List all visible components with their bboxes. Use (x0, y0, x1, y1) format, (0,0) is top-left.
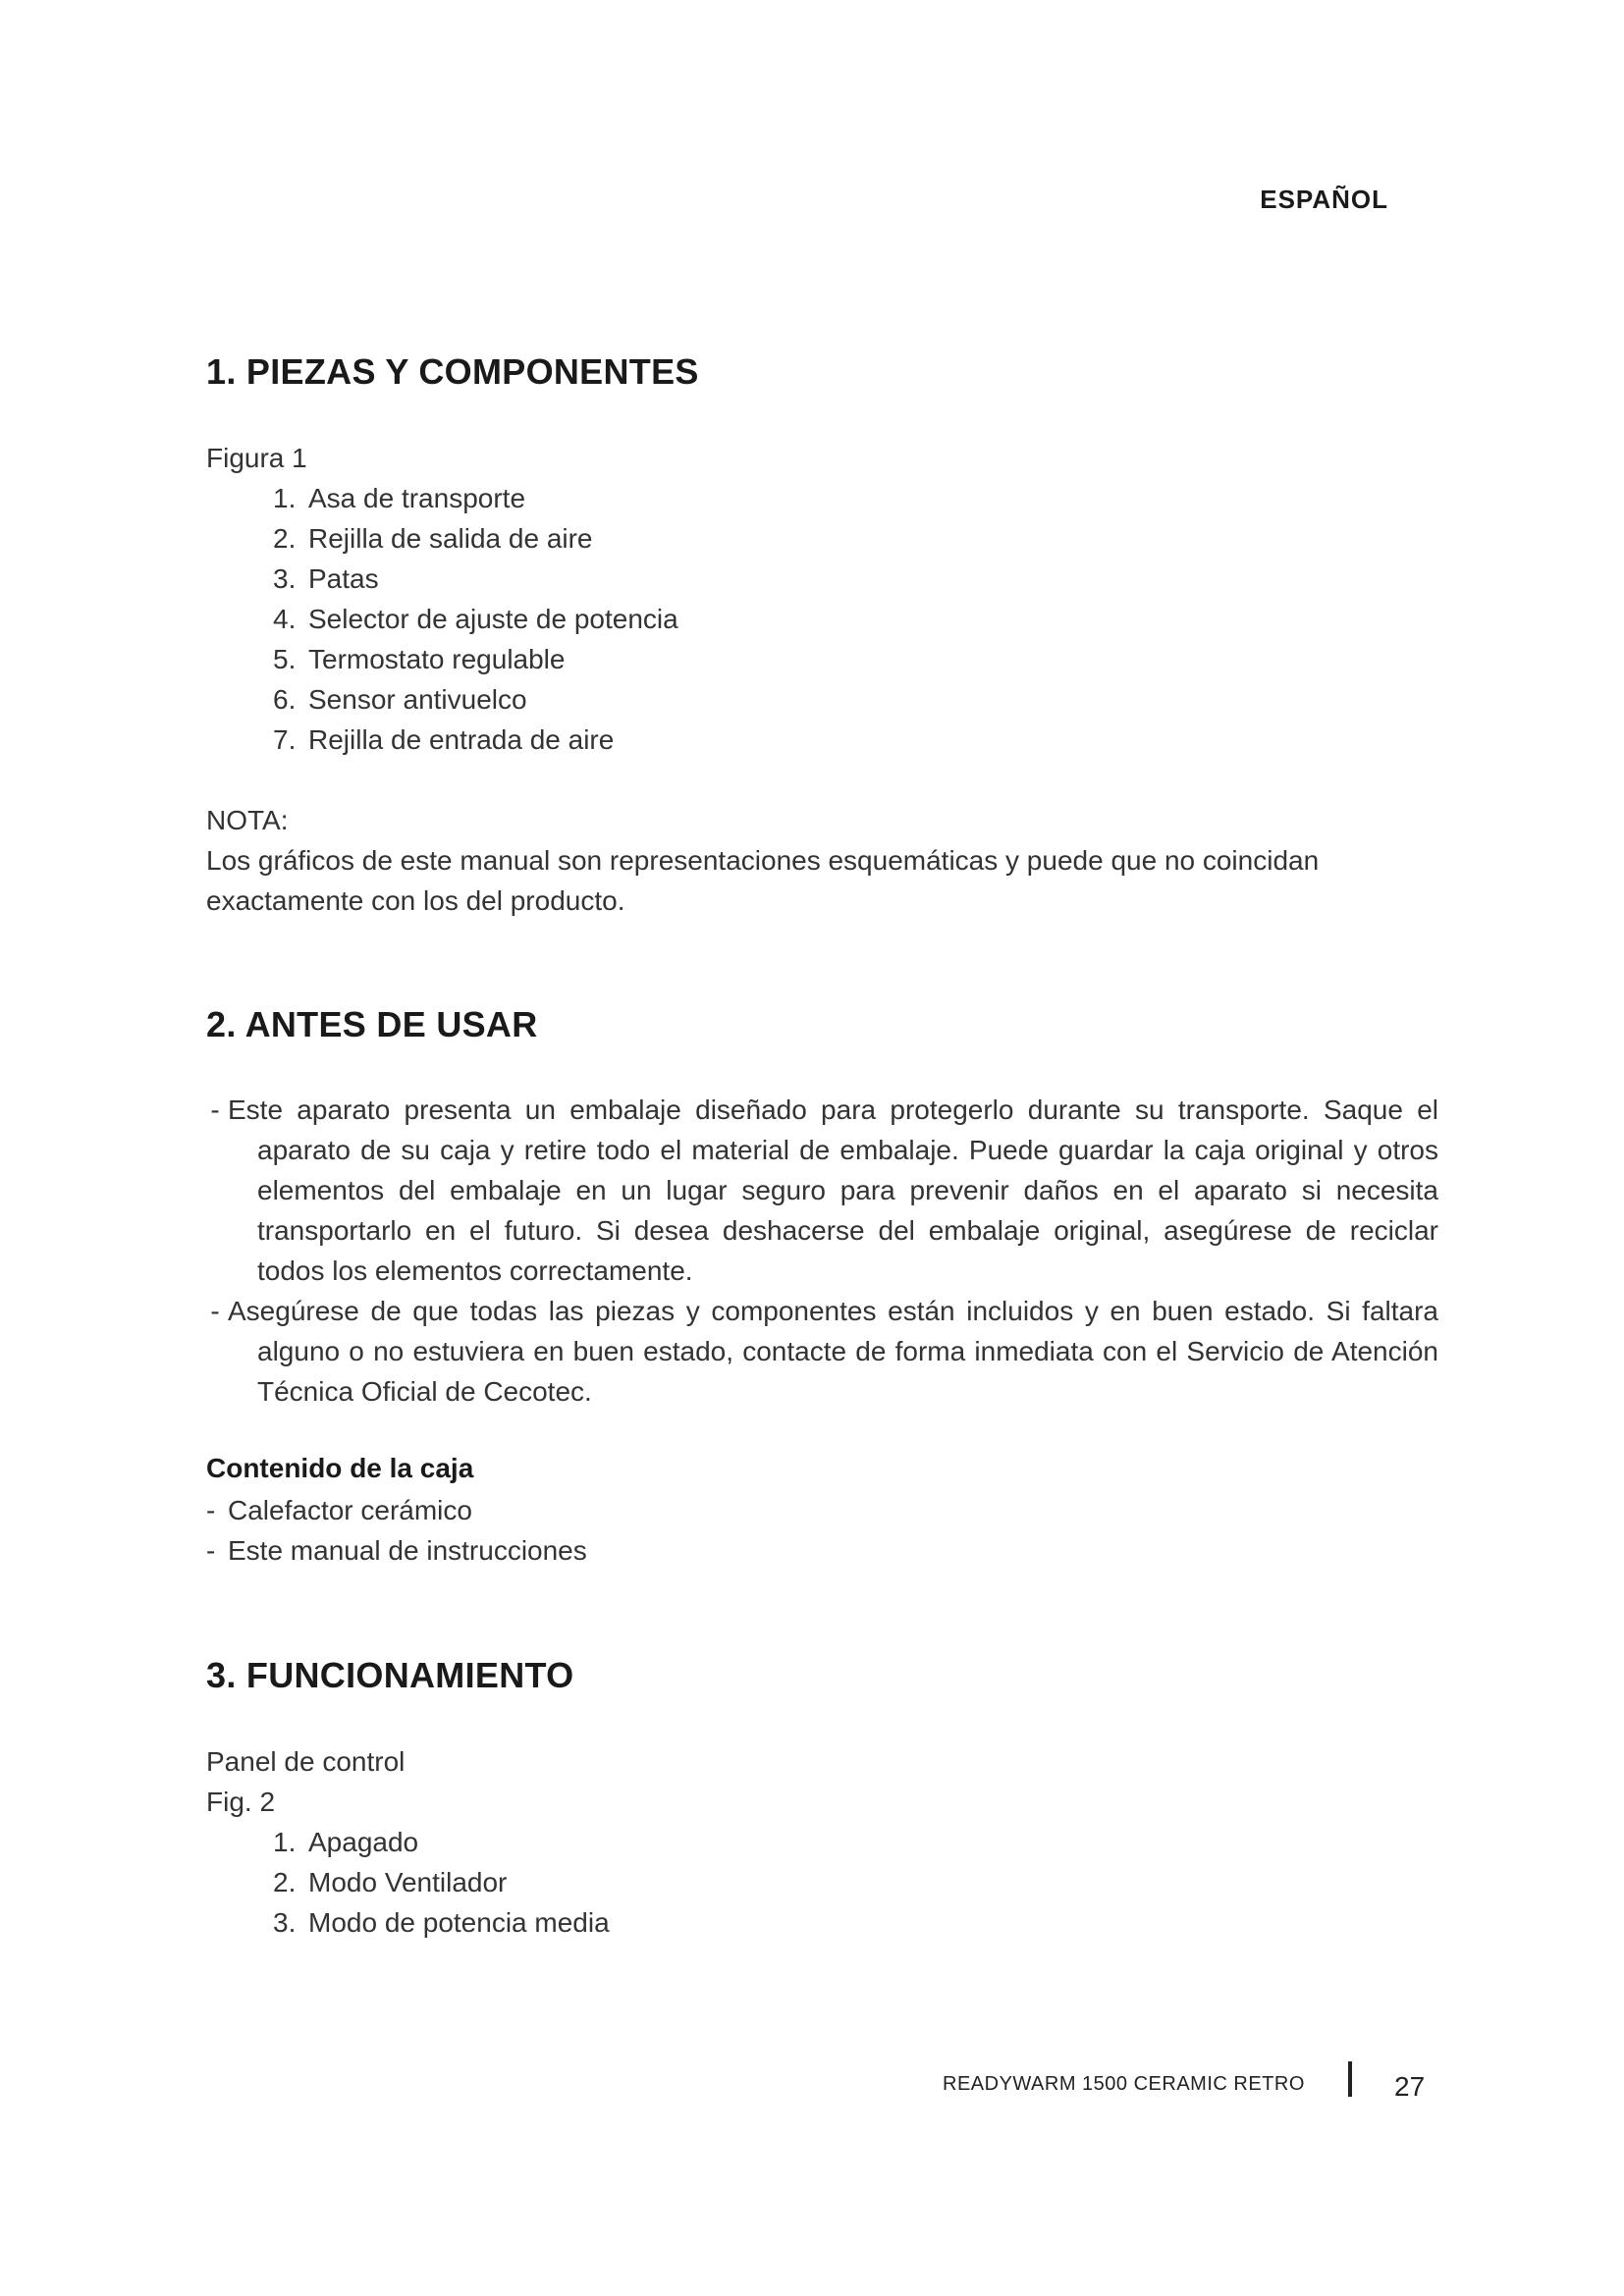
box-contents-title: Contenido de la caja (206, 1453, 474, 1483)
list-item: 3. Patas (273, 563, 379, 594)
list-item: 1. Asa de transporte (273, 483, 526, 513)
section-title-before-use: 2. ANTES DE USAR (206, 1004, 538, 1044)
note-label: NOTA: (206, 805, 289, 835)
list-item: - Asegúrese de que todas las piezas y componentes están incluidos y en buen estado. Si faltara alguno o no estuviera en buen estado, contacte de forma inmediata con el Servicio de Atención Técnica Oficial de Cecotec. (210, 1296, 1438, 1407)
control-panel-label: Panel de control (206, 1746, 406, 1777)
footer-product-name: READYWARM 1500 CERAMIC RETRO (943, 2073, 1305, 2095)
before-use-list (206, 1090, 1438, 1412)
list-item: 3. Modo de potencia media (273, 1907, 610, 1938)
list-item: 6. Sensor antivuelco (273, 684, 527, 715)
note-text: Los gráficos de este manual son representaciones esquemáticas y puede que no coincidan exactamente con los del producto. (206, 845, 1320, 916)
list-item: - Calefactor cerámico (206, 1495, 472, 1525)
list-item: 4. Selector de ajuste de potencia (273, 604, 678, 634)
list-item: 5. Termostato regulable (273, 644, 566, 674)
list-item: 2. Rejilla de salida de aire (273, 523, 593, 554)
list-item: 2. Modo Ventilador (273, 1867, 508, 1897)
page-number: 27 (1394, 2071, 1426, 2102)
parts-list (257, 478, 678, 760)
list-item: 1. Apagado (273, 1827, 419, 1857)
language-label: ESPAÑOL (1260, 185, 1388, 214)
figure-label: Figura 1 (206, 443, 307, 473)
footer-divider (1348, 2061, 1352, 2097)
box-contents-list (206, 1490, 587, 1571)
figure-2-label: Fig. 2 (206, 1787, 276, 1817)
list-item: - Este aparato presenta un embalaje diseñado para protegerlo durante su transporte. Saque el aparato de su caja y retire todo el material de embalaje. Puede guardar la caja original y otros elementos del embalaje en un lugar seguro para prevenir daños en el aparato si necesita transportarlo en el futuro. Si desea deshacerse del embalaje original, asegúrese de reciclar todos los elementos correctamente. (210, 1095, 1438, 1286)
control-panel-list (257, 1822, 610, 1943)
list-item: 7. Rejilla de entrada de aire (273, 724, 615, 755)
list-item: - Este manual de instrucciones (206, 1535, 587, 1566)
section-title-operation: 3. FUNCIONAMIENTO (206, 1655, 574, 1695)
section-title-parts: 1. PIEZAS Y COMPONENTES (206, 351, 699, 392)
